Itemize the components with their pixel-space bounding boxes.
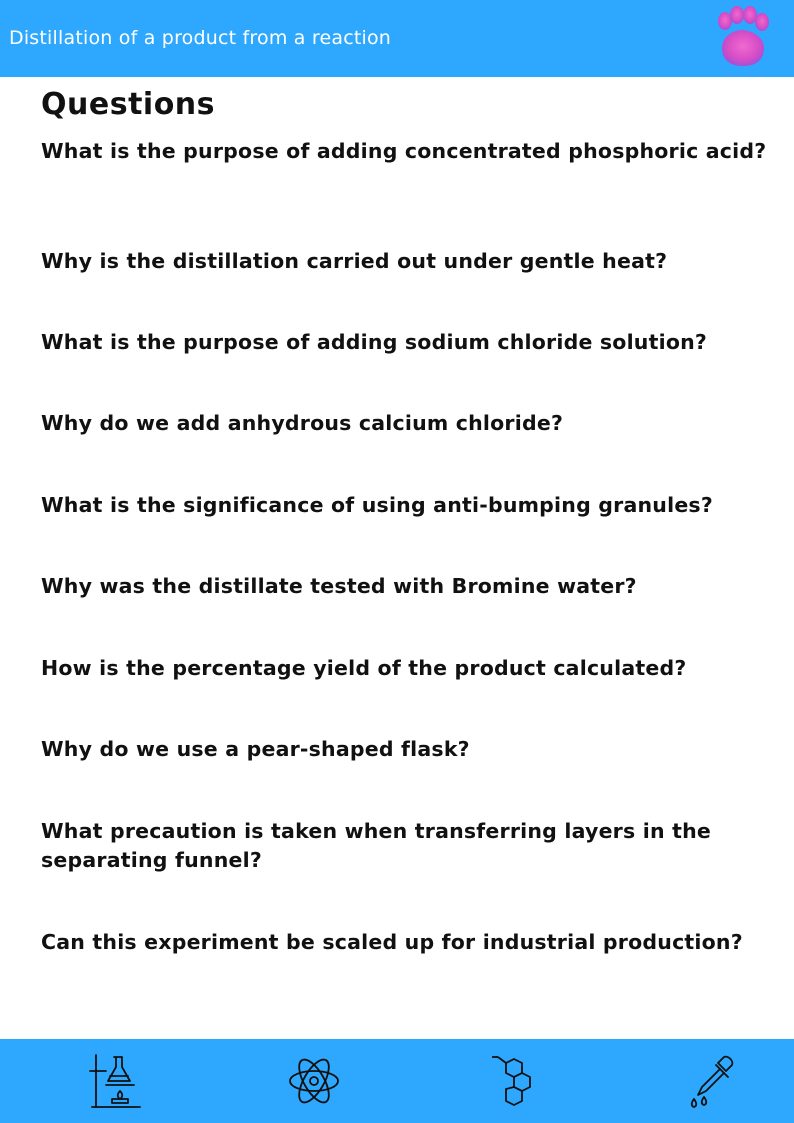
page-footer	[0, 1039, 794, 1123]
question-item: Why is the distillation carried out under gentle heat?	[41, 249, 668, 273]
question-item: Why do we use a pear-shaped flask?	[41, 737, 470, 761]
question-item: What precaution is taken when transferring layers in the separating funnel?	[41, 819, 711, 872]
pipette-icon	[684, 1051, 744, 1111]
paw-print-icon	[712, 6, 772, 68]
question-item: Why was the distillate tested with Bromine water?	[41, 574, 637, 598]
atom-icon	[284, 1051, 344, 1111]
page-header	[0, 0, 794, 77]
page-header-title: Distillation of a product from a reaction	[9, 27, 392, 49]
question-item: What is the significance of using anti-bumping granules?	[41, 493, 713, 517]
molecule-icon	[484, 1051, 544, 1111]
bunsen-burner-flask-icon	[84, 1051, 144, 1111]
question-item: What is the purpose of adding sodium chloride solution?	[41, 330, 707, 354]
question-item: How is the percentage yield of the product calculated?	[41, 656, 687, 680]
question-item: Can this experiment be scaled up for industrial production?	[41, 930, 743, 954]
questions-section	[41, 86, 771, 954]
question-item: Why do we add anhydrous calcium chloride?	[41, 411, 564, 435]
question-item: What is the purpose of adding concentrated phosphoric acid?	[41, 139, 767, 163]
section-title: Questions	[41, 87, 216, 122]
